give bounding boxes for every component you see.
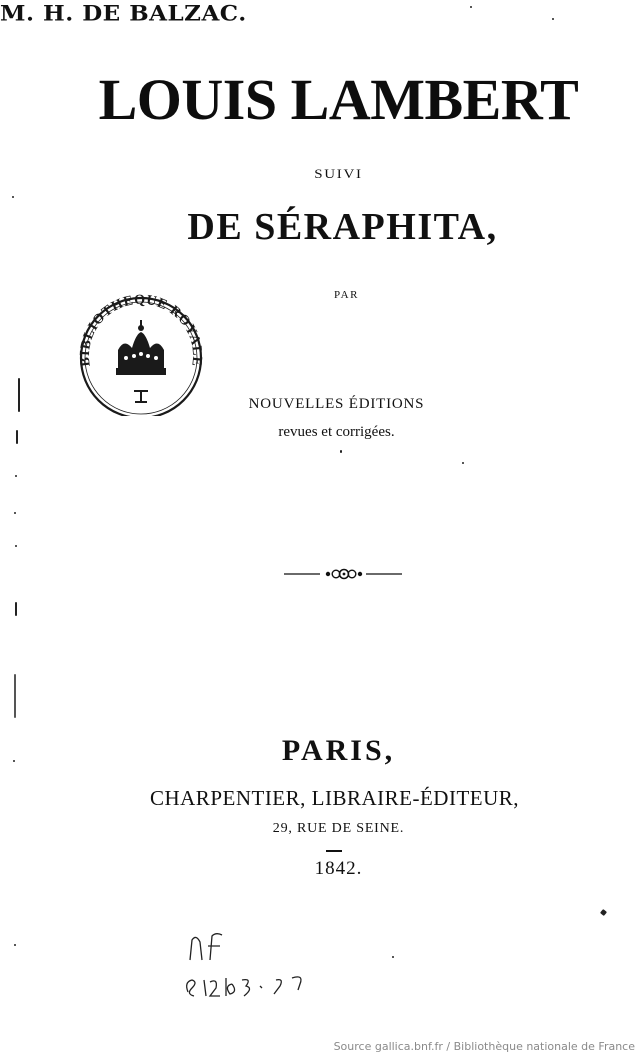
small-rule [326, 850, 342, 852]
handwritten-shelfmark [180, 930, 350, 1010]
publisher-address: 29, RUE DE SEINE. [272, 821, 405, 836]
speck [600, 909, 607, 916]
connector-word: SUIVI [314, 166, 363, 181]
publication-city: PARIS, [281, 734, 396, 767]
margin-mark [18, 378, 20, 412]
library-stamp [66, 288, 216, 416]
speck [15, 475, 17, 477]
speck [14, 512, 16, 514]
author-name: M. H. DE BALZAC. [0, 0, 247, 27]
book-subtitle: DE SÉRAPHITA, [187, 206, 498, 248]
speck [13, 760, 15, 762]
speck [15, 545, 17, 547]
publication-year: 1842. [314, 858, 363, 879]
by-word: PAR [334, 289, 359, 301]
speck [552, 18, 554, 20]
speck [470, 6, 472, 8]
margin-mark [14, 674, 16, 718]
margin-mark [16, 430, 18, 444]
margin-mark [15, 602, 17, 616]
speck [462, 462, 464, 464]
speck [340, 450, 342, 453]
source-attribution[interactable]: Source gallica.bnf.fr / Bibliothèque nationale de France [333, 1040, 635, 1053]
speck [14, 944, 16, 946]
ornament-divider [284, 566, 402, 582]
edition-line: NOUVELLES ÉDITIONS [248, 396, 425, 412]
speck [392, 956, 394, 958]
stamp-text: BIBLIOTHEQUE ROYALE [77, 292, 205, 368]
stamp-mark-icon [134, 390, 148, 403]
publisher-name: CHARPENTIER, LIBRAIRE-ÉDITEUR, [149, 786, 520, 810]
speck [12, 196, 14, 198]
book-title: LOUIS LAMBERT [98, 67, 579, 132]
revision-line: revues et corrigées. [278, 424, 395, 440]
crown-icon [116, 320, 166, 375]
